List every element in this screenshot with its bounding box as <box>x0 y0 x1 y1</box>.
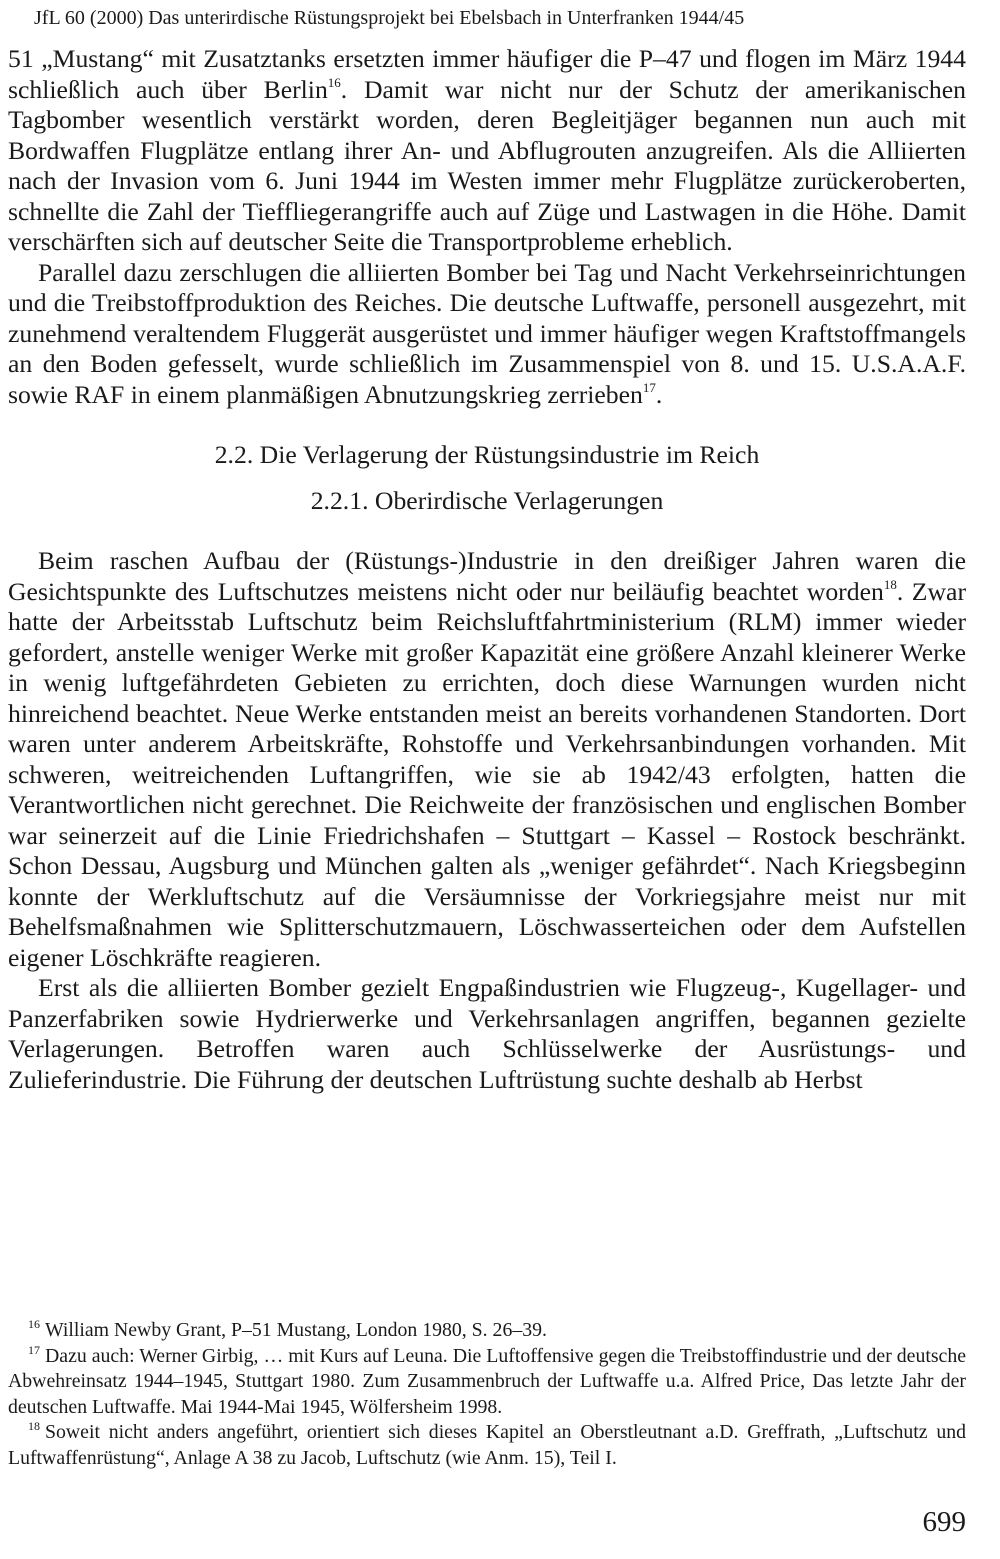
main-text <box>8 44 966 1095</box>
paragraph-1 <box>8 44 966 258</box>
footnote-number: 17 <box>28 1342 40 1357</box>
footnote-16 <box>8 1318 966 1344</box>
footnote-text: Dazu auch: Werner Girbig, … mit Kurs auf Leuna. Die Luftoffensive gegen die Treibstoffindustrie und der deutsche Abwehreinsatz 1944–1945, Stuttgart 1980. Zum Zusammenbruch der Luftwaffe u.a. Alfred Price, Das letzte Jahr der deutschen Luftwaffe. Mai 1944-Mai 1945, Wölfersheim 1998. <box>8 1344 966 1418</box>
footnote-ref-16[interactable]: 16 <box>327 74 341 90</box>
paragraph-text: . Damit war nicht nur der Schutz der amerikanischen Tagbomber wesentlich verstärkt worden, deren Begleitjäger begannen nun auch mit Bordwaffen Flugplätze entlang ihrer An- und Abflugrouten anzugreifen. Als die Alliierten nach der Invasion vom 6. Juni 1944 im Westen immer mehr Flugplätze zurückeroberten, schnellte die Zahl der Tieffliegerangriffe auch auf Züge und Lastwagen in die Höhe. Damit verschärften sich auf deutscher Seite die Transportprobleme erheblich. <box>8 74 967 256</box>
footnote-number: 18 <box>28 1419 40 1433</box>
paragraph-text: Beim raschen Aufbau der (Rüstungs-)Industrie in den dreißiger Jahren waren die Gesichtspunkte des Luftschutzes meistens nicht oder nur beiläufig beachtet worden <box>8 546 966 606</box>
paragraph-text: 51 „Mustang“ mit Zusatztanks ersetzten immer häufiger die P–47 und flogen im März 1944 schließlich auch über Berlin <box>8 44 966 104</box>
paragraph-text: . <box>655 379 663 409</box>
paragraph-4: Erst als die alliierten Bomber gezielt Engpaßindustrien wie Flugzeug-, Kugellager- und Panzerfabriken sowie Hydrierwerke und Verkehrsanlagen angriffen, begannen gezielte Verlagerungen. Betroffen waren auch Schlüsselwerke der Ausrüstungs- und Zulieferindustrie. Die Führung der deutschen Luftrüstung suchte deshalb ab Herbst <box>8 973 966 1094</box>
footnote-18 <box>8 1420 966 1471</box>
paragraph-2 <box>8 258 966 411</box>
footnote-text: Soweit nicht anders angeführt, orientiert sich dieses Kapitel an Oberstleutnant a.D. Greffrath, „Luftschutz und Luftwaffenrüstung“, Anlage A 38 zu Jacob, Luftschutz (wie Anm. 15), Teil I. <box>8 1421 966 1469</box>
footnote-text: William Newby Grant, P–51 Mustang, London 1980, S. 26–39. <box>45 1319 547 1341</box>
section-heading: 2.2. Die Verlagerung der Rüstungsindustrie im Reich <box>214 440 760 469</box>
paragraph-3 <box>8 546 966 973</box>
footnote-17 <box>8 1344 966 1421</box>
footnotes <box>8 1318 966 1471</box>
subsection-heading: 2.2.1. Oberirdische Verlagerungen <box>310 486 664 515</box>
page-number: 699 <box>922 1506 966 1538</box>
running-head: JfL 60 (2000) Das unterirdische Rüstungsprojekt bei Ebelsbach in Unterfranken 1944/45 <box>34 7 745 29</box>
footnote-ref-17[interactable]: 17 <box>642 379 656 395</box>
paragraph-text: Parallel dazu zerschlugen die alliierten Bomber bei Tag und Nacht Verkehrseinrichtungen und die Treibstoffproduktion des Reiches. Die deutsche Luftwaffe, personell ausgezehrt, mit zunehmend veraltendem Fluggerät ausgerüstet und immer häufiger wegen Kraftstoffmangels an den Boden gefesselt, wurde schließlich im Zusammenspiel von 8. und 15. U.S.A.A.F. sowie RAF in einem planmäßigen Abnutzungskrieg zerrieben <box>8 257 966 409</box>
footnote-number: 16 <box>28 1317 40 1331</box>
footnote-ref-18[interactable]: 18 <box>883 576 897 592</box>
paragraph-text: . Zwar hatte der Arbeitsstab Luftschutz beim Reichsluftfahrtministerium (RLM) immer wieder gefordert, anstelle weniger Werke mit großer Kapazität eine größere Anzahl kleinerer Werke in wenig luftgefährdeten Gebieten zu errichten, doch diese Warnungen wurden nicht hinreichend beachtet. Neue Werke entstanden meist an bereits vorhandenen Standorten. Dort waren unter anderem Arbeitskräfte, Rohstoffe und Verkehrsanbindungen vorhanden. Mit schweren, weitreichenden Luftangriffen, wie sie ab 1942/43 erfolgten, hatten die Verantwortlichen nicht gerechnet. Die Reichweite der französischen und englischen Bomber war seinerzeit auf die Linie Friedrichshafen – Stuttgart – Kassel – Rostock beschränkt. Schon Dessau, Augsburg und München galten als „weniger gefährdet“. Nach Kriegsbeginn konnte der Werkluftschutz auf die Versäumnisse der Vorkriegsjahre meist nur mit Behelfsmaßnahmen wie Splitterschutzmauern, Löschwasserteichen oder dem Aufstellen eigener Löschkräfte reagieren. <box>8 576 966 972</box>
